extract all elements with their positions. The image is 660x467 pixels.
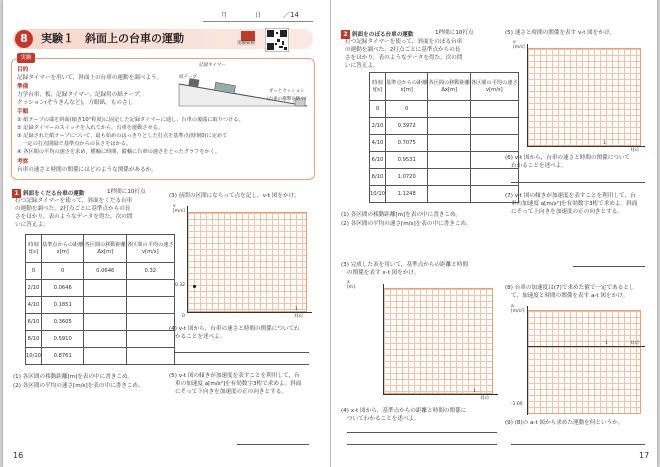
q2-sub6: わかることを述べよ。 (511, 163, 567, 169)
q2-intro: の運動を調べた。2打点ごとに基準点からの長 (345, 47, 461, 53)
table-cell[interactable] (126, 331, 174, 348)
q2-xt-x-label: x [m] (347, 280, 355, 290)
table-cell[interactable] (126, 297, 174, 314)
q1-sub5: (5) v-t 図の傾きが加速度を表すことを利用して，台 (169, 373, 300, 379)
video-badge-label: 実験動画 (237, 41, 255, 46)
table-cell: 0.3605 (41, 314, 84, 331)
q1-sub5: にそって下向きを加速度の正の向きとする。 (175, 389, 287, 395)
prep-line: 力学台車，板，記録タイマー，記録用の紙テープ， (17, 92, 145, 98)
answer-line[interactable] (347, 432, 497, 433)
table-cell: 0.5910 (41, 331, 84, 348)
q1-intro: 打つ記録タイマーを使って，斜面をくだる台車 (15, 198, 133, 204)
page-total: ／14 (283, 11, 299, 19)
q2-intro: 打つ記録タイマーを使って，斜面をのぼる台車 (345, 39, 463, 45)
table-row (370, 186, 519, 203)
q1-intro: の運動を調べた。2打点ごとに基準点からの長 (15, 206, 131, 212)
q2-intro: 1秒間に10打点 (435, 30, 474, 36)
table-cell[interactable] (84, 314, 127, 331)
q2-vt-v-label: v [m/s] (513, 40, 525, 50)
q2-at-t-label: t[s] (631, 341, 639, 346)
q2-at-grid[interactable] (527, 310, 641, 414)
table-cell[interactable] (84, 297, 127, 314)
table-row (26, 280, 175, 297)
q2-number: 2 (341, 30, 350, 39)
q2-heading: 斜面をのぼる台車の運動 (351, 32, 414, 38)
procedure-heading: 手順 (17, 109, 29, 115)
table-header-cell: 時刻 t[s] (26, 235, 42, 263)
table-cell[interactable] (470, 135, 518, 152)
q2-sub3: (3) 完成した表を用いて，基準点からの距離と時間 (341, 262, 469, 268)
q2-sub7: にそって上向きを加速度の正の向きとする。 (511, 209, 623, 215)
table-cell[interactable] (428, 118, 471, 135)
table-cell[interactable] (428, 186, 471, 203)
table-header-cell: 基準点からの距離 x[m] (385, 73, 428, 101)
answer-line[interactable] (175, 364, 309, 365)
textbook-spread: 月 日 ／14 8 実験１ 斜面上の台車の運動 実験動画 実験 目的 記録タイマーを用いて，斜面上の台車の運動を調べよう。 準備 力学台車，板，記録タイマー，記録用の紙テープ， クッション(ぞうきんなど)，方眼紙，ものさし 手順 ① 紙テープの端を斜面(傾き10°程度)に固定した記録タイマーに通し，台車の後端に取りつける。 ② 記録タイマーのスイッチを入れてから，台車を運動させる。 ③ 記録された紙テープについて，最も始めのはっきりとした打点を基準点(時刻0)に定めて 一定の打点間隔で基準点からの長さをはかる。 ④ 各区間の平均の速さを求め，横軸に時間，縦軸に台車の速さをとったグラフをかく。 考察 台車の速さと時間の関係にはどのような関係があるか。 記録タイマー 紙テープ ずっとクッション (台車の衝撃を防ぐ) 1 斜面をくだる台車の運動 1秒間に10打点 打つ記録タイマーを使って，斜面をくだる台車 の運動を調べた。2打点ごとに基準点からの長 さをはかり，表のようなデータを得た。次の問 いに答えよ。 時刻 t[s] 基準点からの距離 x[m] 各区間の移動距離 Δx[m] 各区間の平均の速さ v[m/s] 0 0 0.0646 0.32 2/10 0.0646 4/10 0.1851 6/10 0.3605 8/10 0.5910 10/10 0.8761 (1) 各区間の移動距離[m]を表の中に書きこめ。 (2) 各区間の平均の速さ[m/s]を表の中に書きこめ。 (3) 前問の区間にならって点を記し，v-t 図をかけ。 v [m/s] t[s] 0 1 0.32 (4) v-t 図から，台車の速さと時間の関係についてわ かることを述べよ。 (5) v-t 図の傾きが加速度を表すことを利用して，台 車の加速度 a[m/s²]を有効数字3桁で求めよ。斜面 にそって下向きを加速度の正の向きとする。 16 2 斜面をのぼる台車の運動 1秒間に10打点 打つ記録タイマーを使って，斜面をのぼる台車 の運動を調べた。2打点ごとに基準点からの長 さをはかり，表のようなデータを得た。次の問 いに答えよ。 時刻 t[s] 基準点からの距離 x[m] 各区間の移動距離 Δx[m] 各区間の平均の速さ v[m/s] 0 0 2/10 0.3972 4/10 0.7075 6/10 0.9531 8/10 1.0720 10/10 1.1248 (1) 各区間の移動距離[m]を表の中に書きこめ。 (2) 各区間の平均の速さ[m/s]を表の中に書きこめ。 (3) 完成した表を用いて，基準点からの距離と時間 の関係を表す x-t 図をかけ。 x [m] t[s] 1 (4) x-t 図から，基準点からの距離と時間の関係に ついてわかることを述べよ。 (5) 速さと時間の関係を表す v-t 図をかけ。 v [m/s] t[s] 1 (6) v-t 図から，台車の速さと時間の関係について わかることを述べよ。 (7) v-t 図の傾きが加速度を表すことを利用して，台 車の加速度 a[m/s²]を有効数字3桁で求めよ。斜面 にそって上向きを加速度の正の向きとする。 (8) 台車の加速度は(7)で求めた値で一定であるとし て，加速度と時間の関係を表す a-t 図をかけ。 a [m/s²] t[s] 1 -1.00 (9) (8)の a-t 図から求めた運動を何というか。 17 (3, 0, 657, 467)
table-cell[interactable] (428, 101, 471, 118)
q2-sub6: (6) v-t 図から，台車の速さと時間の関係について (505, 155, 631, 161)
table-cell[interactable] (470, 118, 518, 135)
table-cell: 1.1248 (385, 186, 428, 203)
q2-sub1: (1) 各区間の移動距離[m]を表の中に書きこめ。 (341, 212, 461, 218)
q2-vt-t-label: t[s] (631, 148, 639, 153)
qr-code-icon[interactable] (265, 28, 289, 52)
answer-line[interactable] (175, 352, 309, 353)
table-row (26, 263, 175, 280)
q2-xt-tick-1: 1 (473, 389, 476, 394)
table-cell[interactable] (470, 101, 518, 118)
q2-at-neg-label: -1.00 (511, 402, 523, 407)
q2-intro: いに答えよ。 (345, 63, 379, 69)
table-header-cell: 各区間の移動距離 Δx[m] (84, 235, 127, 263)
q2-sub8: て，加速度と時間の関係を表す a-t 図をかけ。 (511, 293, 629, 299)
q1-sub4: かることを述べよ。 (175, 334, 226, 340)
q1-number: 1 (12, 189, 21, 198)
procedure-step: 一定の打点間隔で基準点からの長さをはかる。 (17, 141, 132, 147)
table-cell: 8/10 (26, 331, 42, 348)
q2-xt-t-label: t[s] (481, 396, 489, 401)
table-cell: 6/10 (26, 314, 42, 331)
q1-sub2: (2) 各区間の平均の速さ[m/s]を表の中に書きこめ。 (13, 383, 144, 389)
q1-sub1: (1) 各区間の移動距離[m]を表の中に書きこめ。 (13, 374, 133, 380)
table-cell[interactable] (428, 152, 471, 169)
table-cell: 0 (41, 263, 84, 280)
section-number: 8 (15, 30, 33, 48)
q1-intro: 1秒間に10打点 (107, 189, 146, 195)
table-header-cell: 各区間の移動距離 Δx[m] (428, 73, 471, 101)
table-cell: 0 (385, 101, 428, 118)
table-cell: 2/10 (26, 280, 42, 297)
purpose-text: 記録タイマーを用いて，斜面上の台車の運動を調べよう。 (17, 75, 163, 81)
table-cell[interactable] (428, 135, 471, 152)
table-row (26, 348, 175, 365)
answer-line[interactable] (511, 444, 645, 445)
q1-graph-tick-032: 0.32 (175, 283, 186, 288)
table-cell: 1.0720 (385, 169, 428, 186)
table-cell: 0.9531 (385, 152, 428, 169)
table-header-cell: 時刻 t[s] (370, 73, 386, 101)
answer-line[interactable] (573, 266, 645, 267)
q2-at-tick-1: 1 (605, 341, 608, 346)
incline-figure (175, 62, 311, 112)
table-cell: 0.1851 (41, 297, 84, 314)
q1-sub5: 車の加速度 a[m/s²]を有効数字3桁で求めよ。斜面 (175, 381, 302, 387)
table-row (370, 118, 519, 135)
q1-graph-t-label: t[s] (295, 314, 303, 319)
figure-note-label: (台車の衝撃を防ぐ) (267, 97, 307, 102)
table-cell: 10/10 (370, 186, 386, 203)
table-row (26, 331, 175, 348)
q2-sub2: (2) 各区間の平均の速さ[m/s]を表の中に書きこめ。 (341, 221, 472, 227)
q2-sub4: ついてわかることを述べよ。 (347, 416, 420, 422)
table-cell: 0 (370, 101, 386, 118)
table-cell[interactable]: 0.0646 (84, 263, 127, 280)
table-header-cell: 各区間の平均の速さ v[m/s] (126, 235, 174, 263)
table-cell[interactable] (126, 280, 174, 297)
page-number-right: 17 (639, 451, 650, 460)
q2-sub7: 車の加速度 a[m/s²]を有効数字3桁で求めよ。斜面 (511, 201, 638, 207)
q1-vt-grid[interactable] (187, 212, 307, 312)
figure-cushion-label: ずっとクッション (269, 89, 305, 94)
table-row (26, 297, 175, 314)
answer-line[interactable] (347, 444, 497, 445)
procedure-step: ① 紙テープの端を斜面(傾き10°程度)に固定した記録タイマーに通し，台車の後端に取りつける。 (17, 117, 244, 123)
q1-heading-row (12, 189, 85, 198)
month-label: 月 (221, 12, 228, 19)
q1-sub4: (4) v-t 図から，台車の速さと時間の関係についてわ (169, 326, 300, 332)
procedure-step: ③ 記録された紙テープについて，最も始めのはっきりとした打点を基準点(時刻0)に定めて (17, 133, 228, 139)
figure-timer-label: 記録タイマー (199, 63, 226, 68)
table-cell[interactable] (84, 331, 127, 348)
table-cell: 4/10 (370, 135, 386, 152)
page-title: 実験１ 斜面上の台車の運動 (41, 32, 184, 45)
table-header-cell: 基準点からの距離 x[m] (41, 235, 84, 263)
prep-line: クッション(ぞうきんなど)，方眼紙，ものさし (17, 100, 134, 106)
prep-heading: 準備 (17, 84, 29, 90)
table-cell: 0.0646 (41, 280, 84, 297)
answer-line[interactable] (511, 182, 645, 183)
q2-sub7: (7) v-t 図の傾きが加速度を表すことを利用して，台 (505, 193, 636, 199)
q2-sub4: (4) x-t 図から，基準点からの距離と時間の関係に (341, 408, 467, 414)
table-row (370, 152, 519, 169)
table-cell: 2/10 (370, 118, 386, 135)
consider-text: 台車の速さと時間の関係にはどのような関係があるか。 (17, 167, 157, 173)
table-cell[interactable] (84, 280, 127, 297)
table-cell[interactable]: 0.32 (126, 263, 174, 280)
gutter (330, 0, 331, 467)
experiment-tag: 実験 (17, 53, 35, 63)
table-cell[interactable] (428, 169, 471, 186)
q1-data-table (25, 234, 175, 365)
q2-sub8: (8) 台車の加速度は(7)で求めた値で一定であるとし (505, 285, 635, 291)
q2-sub5: (5) 速さと時間の関係を表す v-t 図をかけ。 (505, 30, 615, 36)
q2-sub9: (9) (8)の a-t 図から求めた運動を何というか。 (505, 420, 624, 426)
table-cell: 0.7075 (385, 135, 428, 152)
procedure-step: ④ 各区間の平均の速さを求め，横軸に時間，縦軸に台車の速さをとったグラフをかく。 (17, 149, 221, 155)
q2-data-table (369, 72, 519, 203)
figure-tape-label: 紙テープ (179, 75, 197, 80)
table-cell: 8/10 (370, 169, 386, 186)
video-icon (241, 31, 255, 41)
q1-intro: いに答えよ。 (15, 222, 49, 228)
table-row (370, 135, 519, 152)
q2-heading-row (341, 30, 414, 39)
table-row (370, 101, 519, 118)
consider-heading: 考察 (17, 159, 29, 165)
q2-vt-grid[interactable] (527, 48, 641, 146)
q2-intro: さをはかり，表のようなデータを得た。次の問 (345, 55, 463, 61)
q2-vt-tick-1: 1 (603, 141, 606, 146)
procedure-step: ② 記録タイマーのスイッチを入れてから，台車を運動させる。 (17, 125, 164, 131)
table-cell: 6/10 (370, 152, 386, 169)
table-row (370, 169, 519, 186)
q1-intro: さをはかり，表のようなデータを得た。次の問 (15, 214, 133, 220)
table-cell: 4/10 (26, 297, 42, 314)
table-cell: 10/10 (26, 348, 42, 365)
day-label: 日 (255, 12, 262, 19)
q2-xt-grid[interactable] (383, 288, 493, 394)
table-cell[interactable] (84, 348, 127, 365)
answer-line[interactable] (237, 444, 309, 445)
table-cell[interactable] (126, 314, 174, 331)
table-cell[interactable] (126, 348, 174, 365)
table-header-cell: 各区間の平均の速さ v[m/s] (470, 73, 518, 101)
q1-graph-tick-1: 1 (295, 307, 298, 312)
q1-graph-v-label: v [m/s] (173, 204, 185, 214)
q2-sub3: の関係を表す x-t 図をかけ。 (347, 270, 420, 276)
page-number-left: 16 (13, 451, 24, 460)
q1-heading: 斜面をくだる台車の運動 (22, 191, 85, 197)
purpose-heading: 目的 (17, 67, 29, 73)
q1-sub3: (3) 前問の区間にならって点を記し，v-t 図をかけ。 (169, 193, 300, 199)
table-row (26, 314, 175, 331)
table-cell: 0.8761 (41, 348, 84, 365)
table-cell: 0.3972 (385, 118, 428, 135)
table-cell: 0 (26, 263, 42, 280)
q2-at-a-label: a [m/s²] (511, 304, 525, 314)
q1-plotted-point (193, 285, 196, 288)
